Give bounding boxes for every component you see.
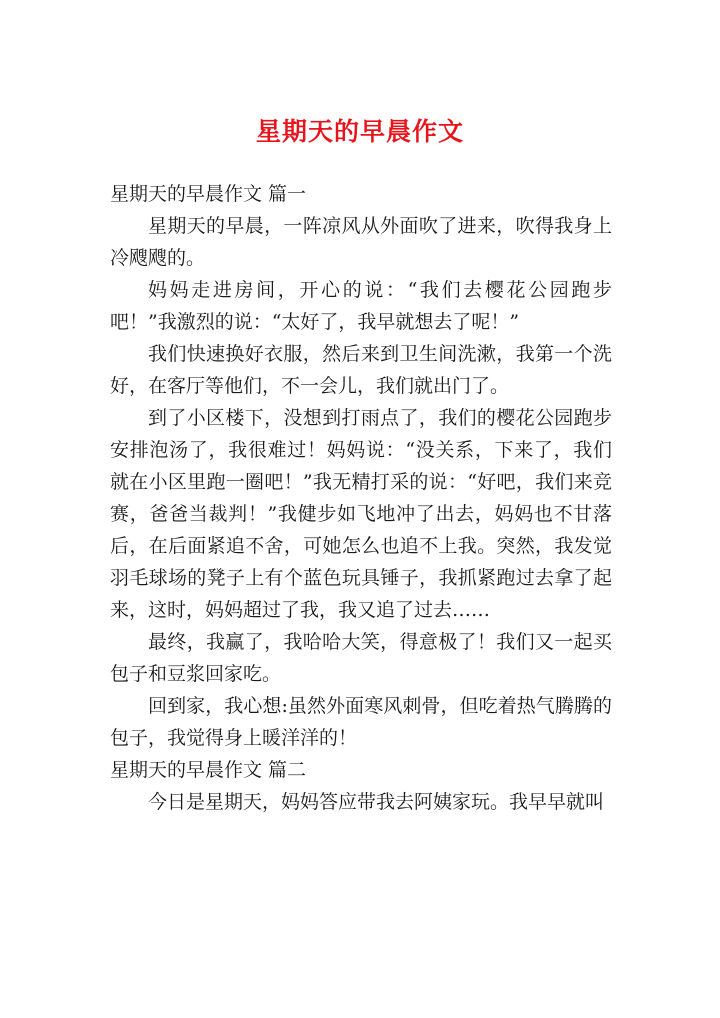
section-heading-1: 星期天的早晨作文 篇一 <box>110 183 307 205</box>
paragraph: 回到家，我心想:虽然外面寒风刺骨，但吃着热气腾腾的包子，我觉得身上暖洋洋的！ <box>110 695 612 749</box>
document-body <box>110 178 612 818</box>
paragraph: 我们快速换好衣服，然后来到卫生间洗漱，我第一个洗好，在客厅等他们，不一会儿，我们就出门了。 <box>110 343 612 397</box>
paragraph: 到了小区楼下，没想到打雨点了，我们的樱花公园跑步安排泡汤了，我很难过！妈妈说：“没关系，下来了，我们就在小区里跑一圈吧！”我无精打采的说：“好吧，我们来竞赛，爸爸当裁判！”我健步如飞地冲了出去，妈妈也不甘落后，在后面紧追不舍，可她怎么也追不上我。突然，我发觉羽毛球场的凳子上有个蓝色玩具锤子，我抓紧跑过去拿了起来，这时，妈妈超过了我，我又追了过去…… <box>110 407 612 621</box>
document-title: 星期天的早晨作文 <box>255 117 464 146</box>
paragraph: 妈妈走进房间，开心的说：“我们去樱花公园跑步吧！”我激烈的说：“太好了，我早就想去了呢！” <box>110 279 612 333</box>
section-heading-2: 星期天的早晨作文 篇二 <box>110 759 307 781</box>
paragraph: 今日是星期天，妈妈答应带我去阿姨家玩。我早早就叫 <box>148 791 605 813</box>
paragraph: 星期天的早晨，一阵凉风从外面吹了进来，吹得我身上冷飕飕的。 <box>110 215 612 269</box>
paragraph: 最终，我赢了，我哈哈大笑，得意极了！我们又一起买包子和豆浆回家吃。 <box>110 631 612 685</box>
